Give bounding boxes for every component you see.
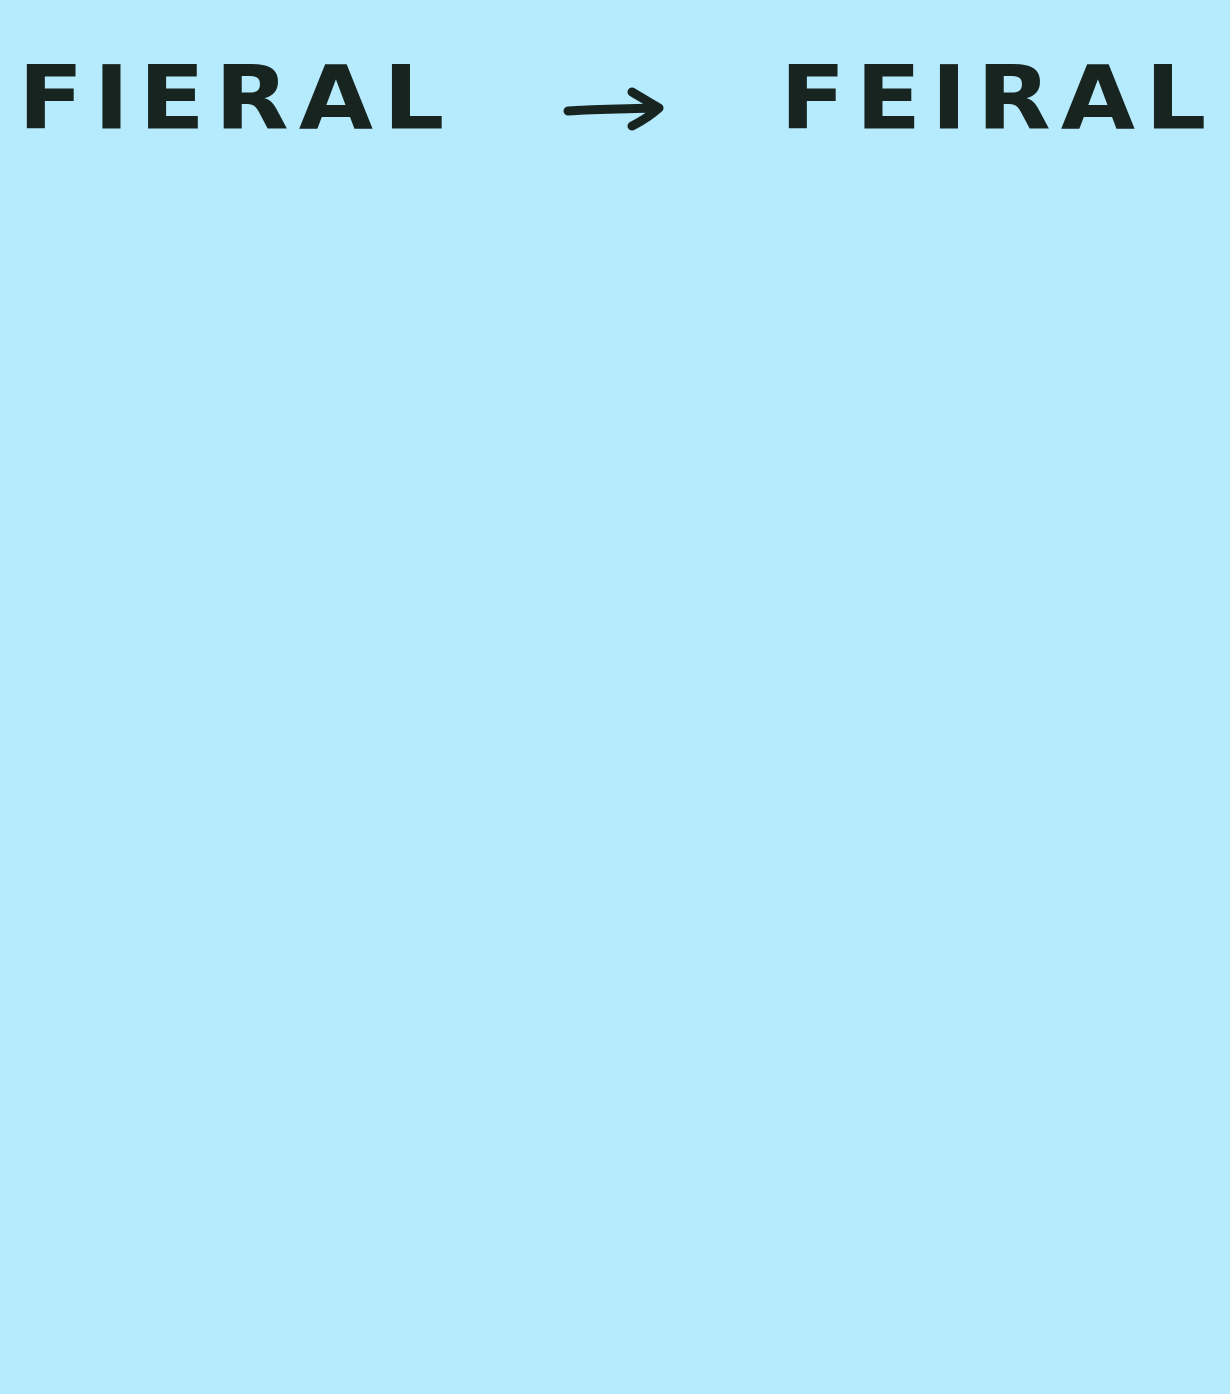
handwritten-word-fieral: FIERAL xyxy=(18,46,455,150)
right-arrow-icon xyxy=(560,84,670,134)
handwritten-word-feiral: FEIRAL xyxy=(780,46,1217,150)
